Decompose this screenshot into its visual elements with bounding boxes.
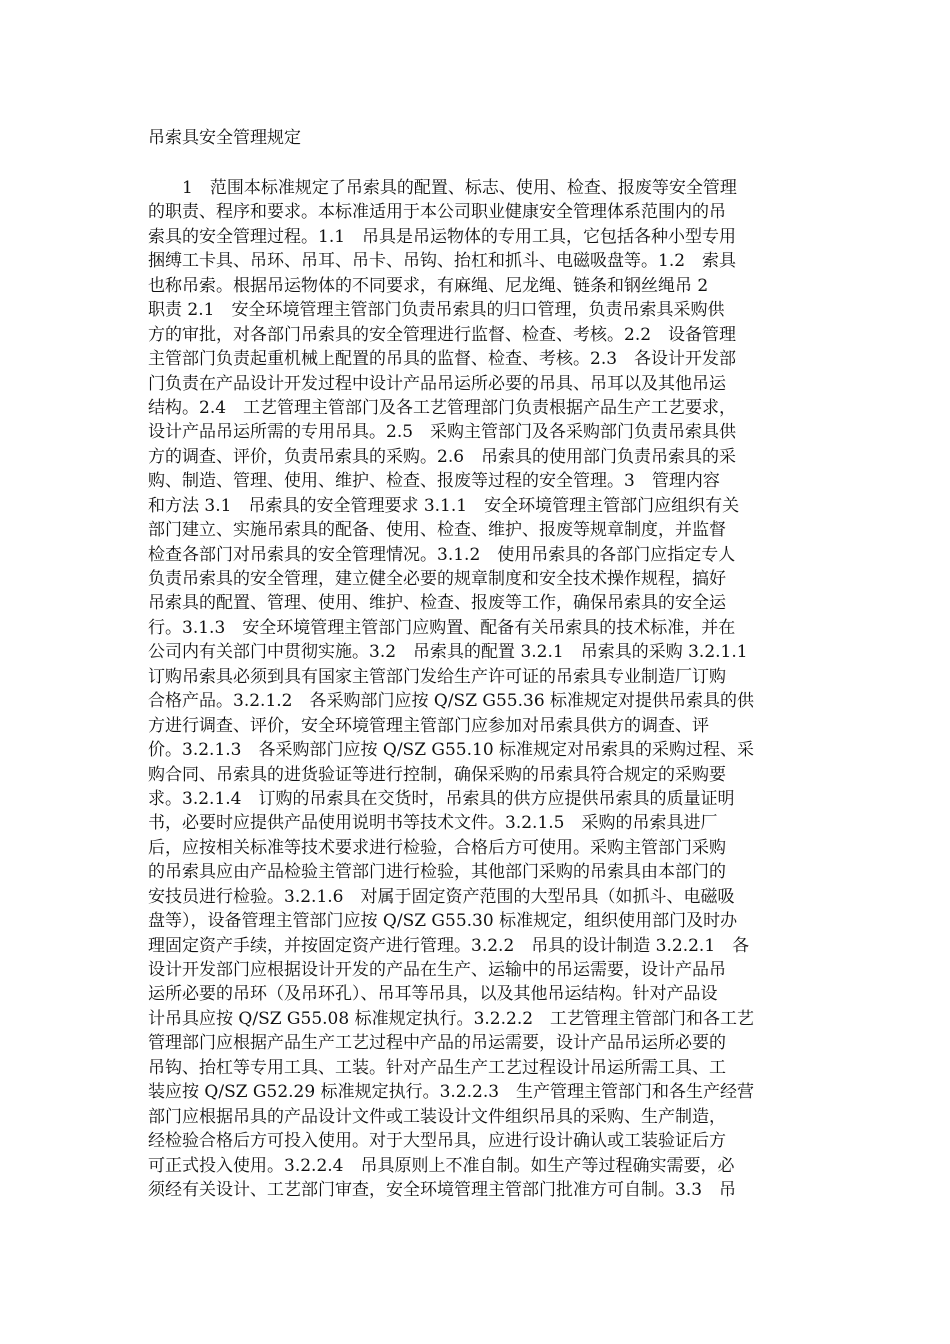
body-line: 门负责在产品设计开发过程中设计产品吊运所必要的吊具、吊耳以及其他吊运 [148,373,726,394]
body-line: 主管部门负责起重机械上配置的吊具的监督、检查、考核。2.3 各设计开发部 [148,349,737,370]
body-line: 盘等），设备管理主管部门应按 Q/SZ G55.30 标准规定，组织使用部门及时办 [148,911,738,932]
body-line: 经检验合格后方可投入使用。对于大型吊具，应进行设计确认或工装验证后方 [148,1131,726,1152]
body-line: 求。3.2.1.4 订购的吊索具在交货时，吊索具的供方应提供吊索具的质量证明 [148,788,735,809]
body-line: 设计开发部门应根据设计开发的产品在生产、运输中的吊运需要，设计产品吊 [148,960,726,980]
body-line: 检查各部门对吊索具的安全管理情况。3.1.2 使用吊索具的各部门应指定专人 [148,544,736,565]
body-line: 订购吊索具必须到具有国家主管部门发给生产许可证的吊索具专业制造厂订购 [148,666,726,687]
body-line: 理固定资产手续，并按固定资产进行管理。3.2.2 吊具的设计制造 3.2.2.1 各 [148,935,750,956]
body-line: 装应按 Q/SZ G52.29 标准规定执行。3.2.2.3 生产管理主管部门和各生产经营 [148,1082,755,1103]
body-line: 也称吊索。根据吊运物体的不同要求，有麻绳、尼龙绳、链条和钢丝绳吊 2 [148,275,709,296]
body-line: 公司内有关部门中贯彻实施。3.2 吊索具的配置 3.2.1 吊索具的采购 3.2.1.1 [148,642,748,663]
document-title: 吊索具安全管理规定 [148,128,301,148]
body-line: 价。3.2.1.3 各采购部门应按 Q/SZ G55.10 标准规定对吊索具的采购过程、采 [148,740,755,761]
body-line: 安技员进行检验。3.2.1.6 对属于固定资产范围的大型吊具（如抓斗、电磁吸 [148,886,735,907]
body-line: 运所必要的吊环（及吊环孔）、吊耳等吊具，以及其他吊运结构。针对产品设 [148,984,718,1005]
body-line: 计吊具应按 Q/SZ G55.08 标准规定执行。3.2.2.2 工艺管理主管部门和各工艺 [148,1008,755,1029]
body-line: 管理部门应根据产品生产工艺过程中产品的吊运需要，设计产品吊运所必要的 [148,1033,726,1054]
document-body [148,176,808,1202]
body-line: 须经有关设计、工艺部门审查，安全环境管理主管部门批准方可自制。3.3 吊 [148,1179,737,1200]
body-line: 的职责、程序和要求。本标准适用于本公司职业健康安全管理体系范围内的吊 [148,202,726,223]
body-line: 方进行调查、评价，安全环境管理主管部门应参加对吊索具供方的调查、评 [148,715,709,736]
body-line: 吊钩、抬杠等专用工具、工装。针对产品生产工艺过程设计吊运所需工具、工 [148,1057,726,1078]
body-line: 吊索具的配置、管理、使用、维护、检查、报废等工作，确保吊索具的安全运 [148,593,726,614]
body-line: 可正式投入使用。3.2.2.4 吊具原则上不准自制。如生产等过程确实需要，必 [148,1155,735,1176]
body-line: 负责吊索具的安全管理，建立健全必要的规章制度和安全技术操作规程，搞好 [148,569,726,589]
body-line: 后，应按相关标准等技术要求进行检验，合格后方可使用。采购主管部门采购 [148,837,726,858]
body-line: 部门建立、实施吊索具的配备、使用、检查、维护、报废等规章制度，并监督 [148,520,726,541]
body-line: 捆缚工卡具、吊环、吊耳、吊卡、吊钩、抬杠和抓斗、电磁吸盘等。1.2 索具 [148,251,737,272]
body-line: 合格产品。3.2.1.2 各采购部门应按 Q/SZ G55.36 标准规定对提供吊索具的供 [148,691,755,712]
body-line: 的吊索具应由产品检验主管部门进行检验，其他部门采购的吊索具由本部门的 [148,862,726,883]
body-line: 职责 2.1 安全环境管理主管部门负责吊索具的归口管理，负责吊索具采购供 [148,300,725,321]
body-line: 购、制造、管理、使用、维护、检查、报废等过程的安全管理。3 管理内容 [148,471,720,492]
body-line: 行。3.1.3 安全环境管理主管部门应购置、配备有关吊索具的技术标准，并在 [148,617,736,638]
body-line: 方的调查、评价，负责吊索具的采购。2.6 吊索具的使用部门负责吊索具的采 [148,446,737,467]
body-line: 方的审批，对各部门吊索具的安全管理进行监督、检查、考核。2.2 设备管理 [148,324,737,345]
body-line: 和方法 3.1 吊索具的安全管理要求 3.1.1 安全环境管理主管部门应组织有关 [148,495,740,516]
body-line: 部门应根据吊具的产品设计文件或工装设计文件组织吊具的采购、生产制造， [148,1106,726,1127]
body-line: 购合同、吊索具的进货验证等进行控制，确保采购的吊索具符合规定的采购要 [148,764,726,785]
body-line: 结构。2.4 工艺管理主管部门及各工艺管理部门负责根据产品生产工艺要求， [148,397,737,418]
body-line: 索具的安全管理过程。1.1 吊具是吊运物体的专用工具，它包括各种小型专用 [148,226,737,247]
body-line: 书，必要时应提供产品使用说明书等技术文件。3.2.1.5 采购的吊索具进厂 [148,813,718,834]
body-line: 设计产品吊运所需的专用吊具。2.5 采购主管部门及各采购部门负责吊索具供 [148,422,737,443]
body-line: 1 范围本标准规定了吊索具的配置、标志、使用、检查、报废等安全管理 [148,178,737,198]
